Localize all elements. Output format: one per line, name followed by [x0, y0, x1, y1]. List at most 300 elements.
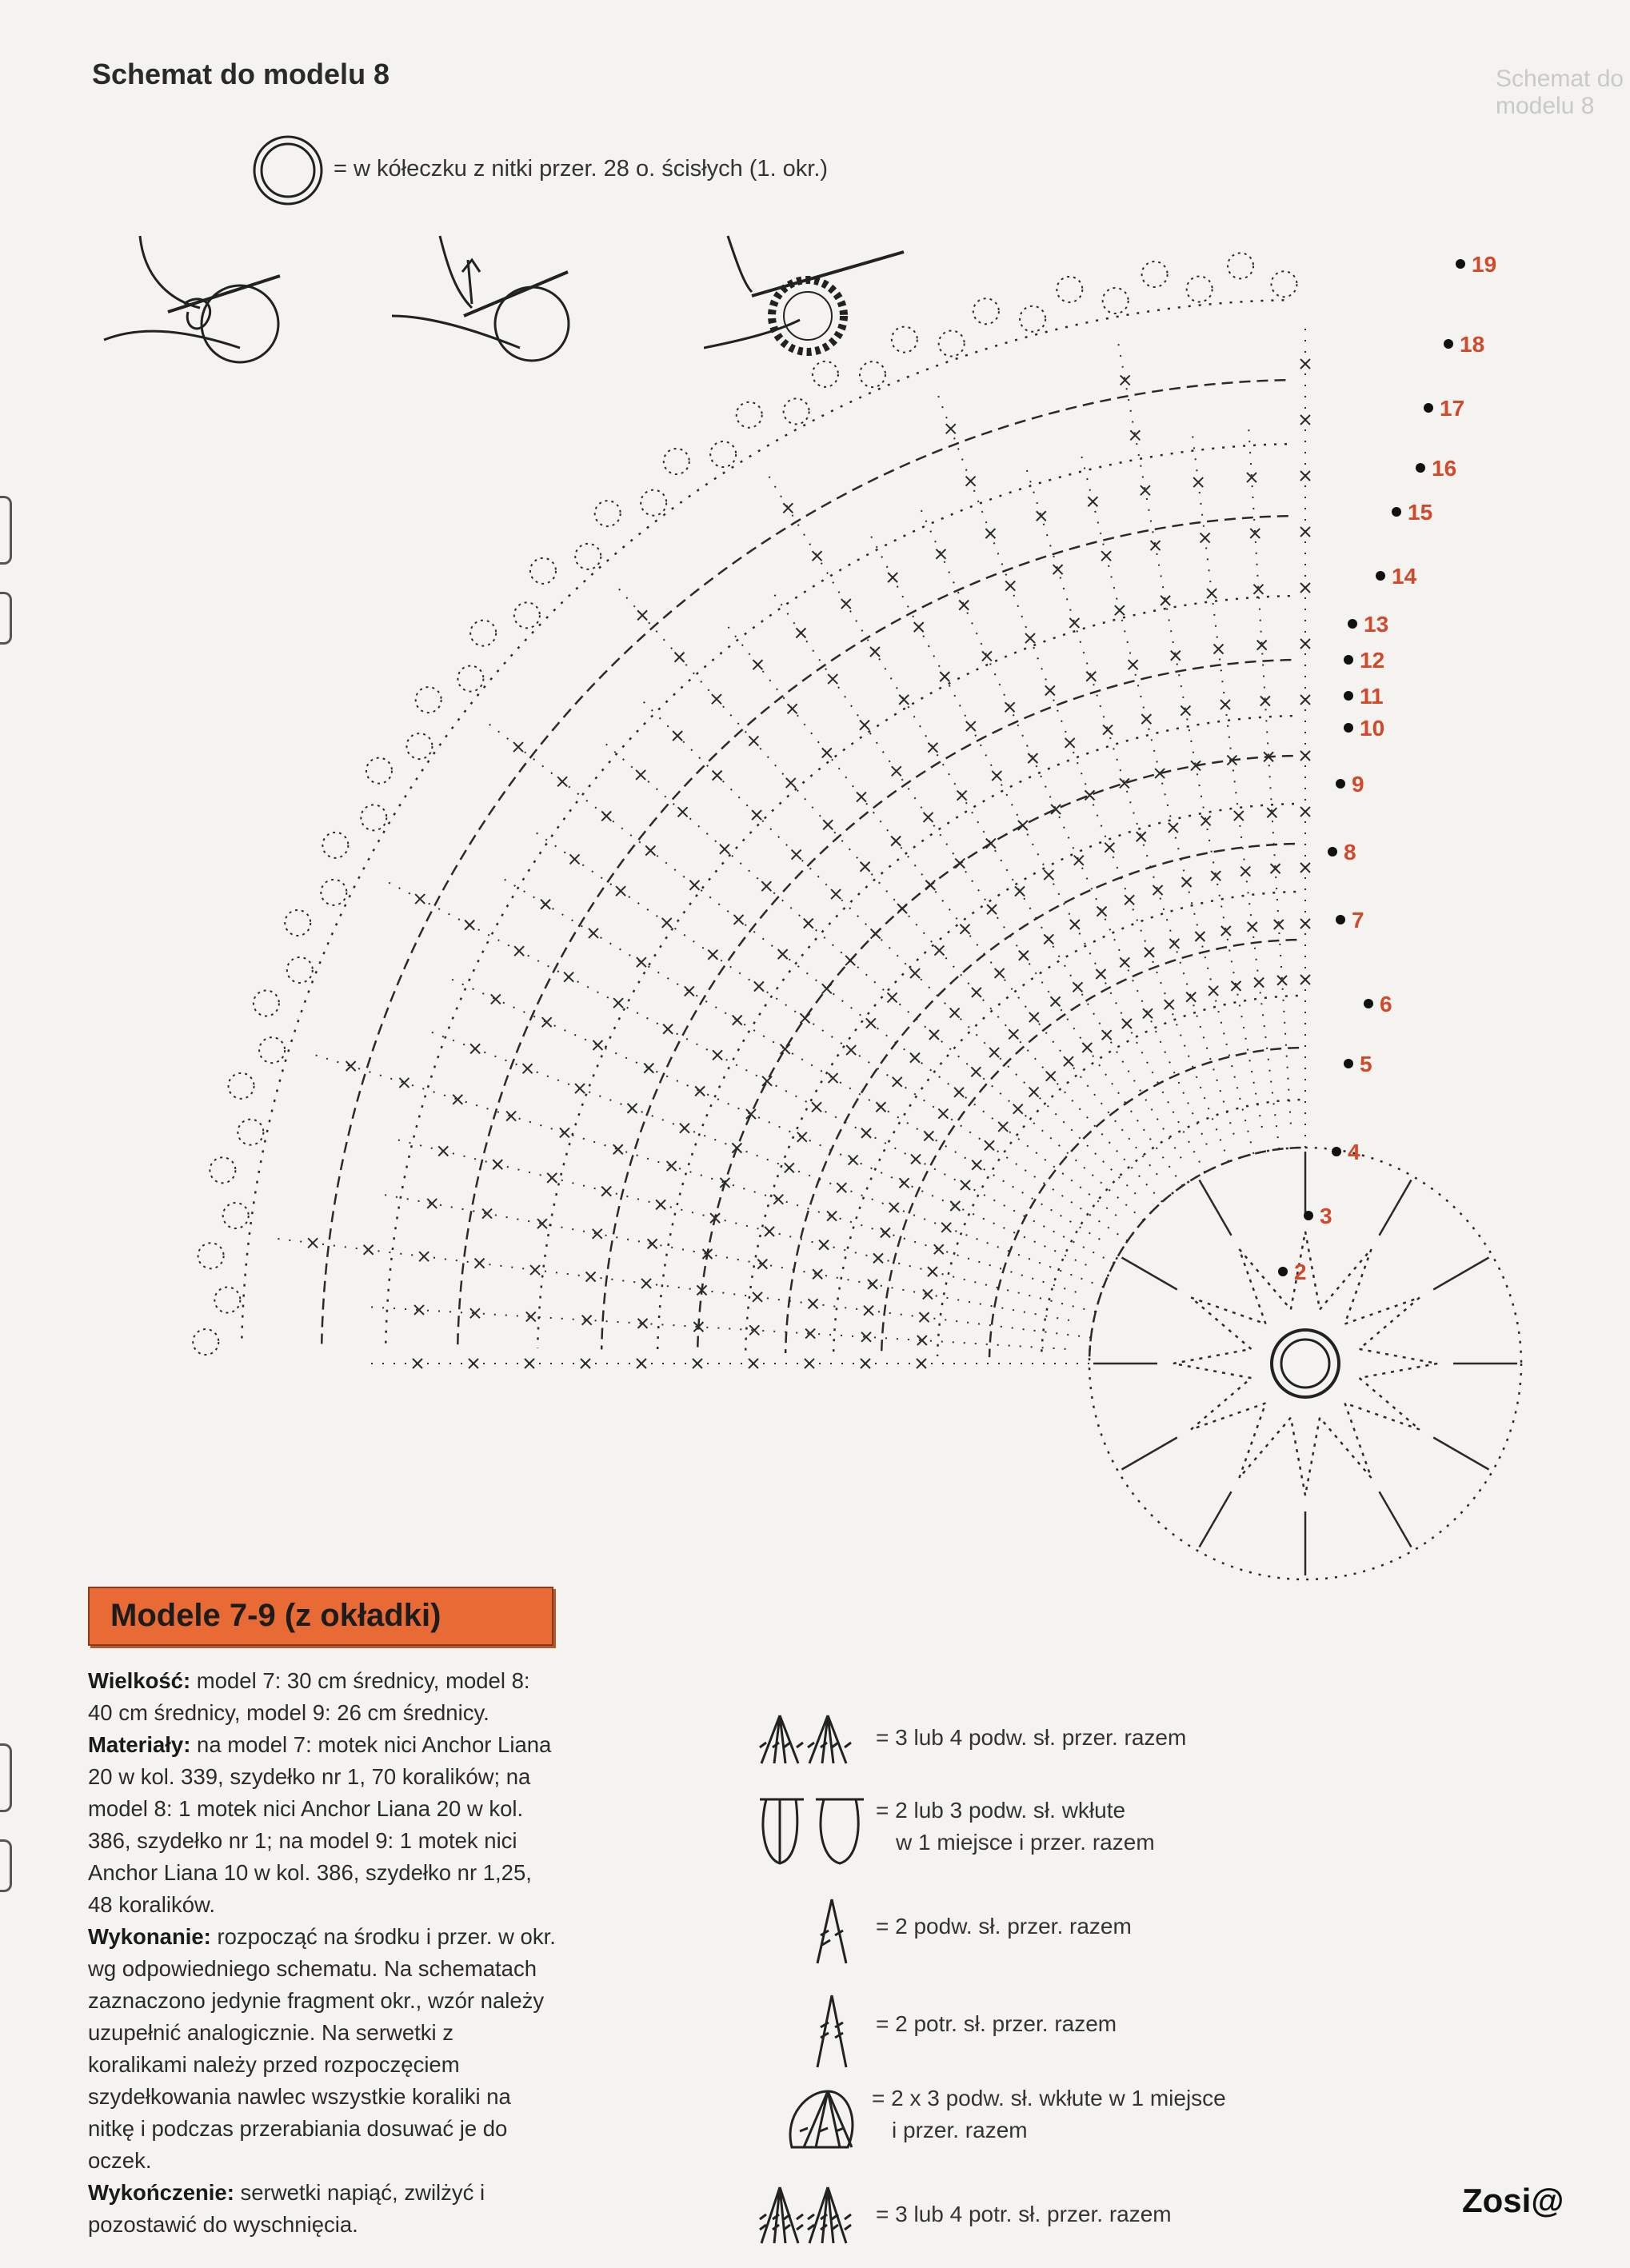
stitch-mark — [889, 1203, 899, 1212]
stitch-mark — [1153, 885, 1163, 895]
dc2tog-icon — [752, 1895, 872, 1967]
stitch-mark — [475, 1259, 485, 1268]
stitch-mark — [667, 1161, 677, 1171]
stitch-mark — [985, 529, 995, 538]
row-start-dot — [1392, 507, 1401, 517]
picot-loop — [416, 687, 441, 713]
stitch-mark — [813, 551, 822, 561]
row-start-dot — [1344, 723, 1353, 733]
stitch-mark — [1115, 605, 1125, 615]
picot-loop — [595, 501, 621, 526]
picot-loop — [784, 398, 809, 424]
row-number: 9 — [1352, 772, 1364, 797]
row-start-dot — [1364, 999, 1373, 1008]
stitch-mark — [1141, 714, 1151, 724]
stitch-mark — [720, 845, 729, 854]
picot-loop — [254, 991, 279, 1016]
stitch-mark — [1129, 660, 1138, 669]
row-start-dot — [1336, 779, 1345, 789]
legend-label: w 1 miejsce i przer. razem — [896, 1830, 1155, 1855]
stitch-mark — [648, 1239, 657, 1248]
stitch-mark — [656, 1200, 665, 1209]
picot-loop — [361, 805, 386, 830]
stitch-mark — [925, 880, 935, 890]
stitch-mark — [419, 1252, 429, 1261]
row-number: 19 — [1472, 252, 1497, 277]
stitch-mark — [438, 1146, 448, 1156]
cluster-3-4-tr-icon — [752, 2183, 872, 2247]
stitch-mark — [1169, 823, 1178, 833]
stitch-mark — [1151, 541, 1161, 550]
stitch-mark — [1051, 805, 1061, 814]
picot-loop — [860, 361, 885, 387]
star-petal — [1240, 1403, 1291, 1477]
centre-spoke — [1200, 1491, 1232, 1547]
stitch-mark — [1300, 807, 1310, 817]
stitch-mark — [663, 1024, 673, 1034]
stitch-mark — [1051, 996, 1061, 1006]
stitch-mark — [892, 766, 901, 776]
stitch-mark — [749, 1325, 759, 1335]
round-arc — [601, 660, 1291, 1349]
picot-loop — [892, 327, 917, 353]
stitch-mark — [917, 1336, 927, 1345]
stitch-mark — [1257, 641, 1267, 650]
stitch-mark — [427, 1199, 437, 1208]
stitch-mark — [1186, 992, 1196, 1002]
stitch-mark — [823, 820, 833, 829]
legend-label: = 3 lub 4 potr. sł. przer. razem — [876, 2202, 1172, 2226]
stitch-mark — [781, 1044, 790, 1054]
stitch-mark — [1221, 926, 1231, 936]
stitch-mark — [689, 880, 699, 890]
stitch-mark — [1300, 527, 1310, 537]
picot-loop — [223, 1203, 249, 1228]
stitch-mark — [940, 672, 949, 681]
stitch-mark — [936, 549, 945, 559]
stitch-mark — [986, 839, 996, 849]
star-petal — [1291, 1418, 1320, 1495]
stitch-mark — [586, 1272, 596, 1282]
stitch-mark — [1300, 583, 1310, 593]
stitch-mark — [1253, 585, 1263, 594]
stitch-mark — [923, 1289, 933, 1299]
stitch-mark — [491, 994, 501, 1004]
stitch-mark — [1171, 651, 1181, 661]
stitch-mark — [822, 748, 832, 757]
picot-loop — [664, 449, 689, 474]
stitch-mark — [972, 988, 981, 997]
picot-loop — [287, 957, 313, 983]
stitch-mark — [1193, 477, 1203, 487]
stitch-mark — [938, 1109, 948, 1119]
row-start-dot — [1336, 915, 1345, 924]
stitch-mark — [1009, 1029, 1018, 1039]
stitch-mark — [1300, 415, 1310, 425]
stitch-mark — [1044, 870, 1053, 880]
star-petal — [1320, 1249, 1371, 1324]
legend-label: = 2 potr. sł. przer. razem — [876, 2011, 1117, 2036]
row-number: 17 — [1440, 396, 1465, 421]
stitch-mark — [712, 694, 721, 704]
row-number: 13 — [1364, 612, 1389, 637]
stitch-mark — [861, 1359, 870, 1368]
stitch-mark — [1209, 986, 1218, 996]
picot-loop — [210, 1157, 235, 1183]
stitch-mark — [1120, 957, 1129, 967]
picot-loop — [1228, 253, 1253, 278]
stitch-mark — [514, 946, 524, 956]
round-arc — [322, 380, 1285, 1344]
popcorn-cluster-icon — [752, 1795, 872, 1867]
stitch-mark — [526, 1312, 536, 1321]
stitch-mark — [1300, 975, 1310, 984]
stitch-mark — [523, 1064, 533, 1073]
stitch-column — [767, 473, 1181, 1158]
stitch-mark — [954, 1088, 964, 1097]
stitch-mark — [1088, 497, 1097, 506]
stitch-mark — [399, 1078, 409, 1088]
stitch-mark — [645, 846, 655, 856]
stitch-mark — [957, 791, 967, 801]
row-number: 11 — [1360, 684, 1384, 709]
stitch-mark — [1300, 863, 1310, 872]
stitch-mark — [897, 904, 907, 913]
legend-label: = 2 podw. sł. przer. razem — [876, 1914, 1132, 1939]
stitch-mark — [1300, 695, 1310, 705]
stitch-mark — [753, 660, 762, 669]
stitch-mark — [873, 1253, 883, 1263]
stitch-mark — [1271, 864, 1280, 873]
stitch-mark — [971, 1067, 981, 1076]
stitch-mark — [910, 968, 920, 978]
stitch-column — [389, 1138, 1096, 1312]
stitch-mark — [992, 771, 1001, 781]
finishing-label: Wykończenie: — [88, 2180, 234, 2205]
centre-spoke — [1433, 1438, 1488, 1470]
stitch-column — [497, 876, 1100, 1240]
stitch-mark — [845, 956, 855, 965]
stitch-mark — [493, 1160, 502, 1169]
section-banner — [88, 1587, 553, 1646]
stitch-mark — [871, 929, 881, 939]
stitch-mark — [888, 992, 897, 1002]
stitch-mark — [797, 1132, 807, 1142]
signature: Zosi@ — [1462, 2182, 1564, 2219]
row-start-dot — [1304, 1211, 1313, 1220]
centre-spoke — [1122, 1438, 1177, 1470]
stitch-mark — [1045, 685, 1055, 695]
page-title: Schemat do modelu 8 — [92, 58, 390, 90]
stitch-mark — [914, 622, 924, 632]
stitch-mark — [582, 1316, 592, 1325]
stitch-column — [385, 880, 1114, 1264]
stitch-mark — [788, 704, 797, 713]
stitch-mark — [1064, 1056, 1073, 1066]
row-number: 6 — [1380, 992, 1392, 1016]
execution-label: Wykonanie: — [88, 1924, 211, 1949]
stitch-mark — [966, 721, 976, 731]
stitch-mark — [413, 1359, 422, 1368]
row-number: 3 — [1320, 1204, 1332, 1228]
stitch-mark — [1070, 920, 1080, 929]
stitch-column — [487, 722, 1117, 1216]
stitch-mark — [941, 1223, 951, 1232]
stitch-column — [1080, 447, 1254, 1154]
stitch-mark — [1201, 816, 1211, 825]
stitch-mark — [910, 1053, 920, 1063]
stitch-mark — [542, 1017, 552, 1027]
stitch-mark — [685, 986, 694, 996]
picot-loop — [259, 1037, 285, 1063]
picot-loop — [1142, 262, 1168, 287]
stitch-mark — [1101, 551, 1111, 561]
stitch-mark — [734, 915, 744, 924]
stitch-mark — [919, 1312, 929, 1322]
row-number: 5 — [1360, 1052, 1372, 1076]
stitch-mark — [1300, 751, 1310, 761]
stitch-mark — [827, 1212, 837, 1221]
stitch-mark — [966, 477, 976, 486]
stitch-mark — [1044, 934, 1053, 944]
stitch-mark — [864, 1306, 873, 1316]
stitch-mark — [801, 1013, 810, 1023]
stitch-mark — [1096, 969, 1105, 979]
stitch-mark — [693, 1359, 702, 1368]
crochet-chart — [0, 144, 1630, 1663]
legend-label: = 2 lub 3 podw. sł. wkłute — [876, 1798, 1126, 1823]
stitch-mark — [813, 1269, 822, 1279]
picot-loop — [285, 910, 310, 936]
stitch-mark — [1121, 375, 1130, 385]
stitch-mark — [637, 957, 646, 967]
legend-label: = 2 x 3 podw. sł. wkłute w 1 miejsce — [872, 2086, 1226, 2110]
star-petal — [1320, 1403, 1371, 1477]
stitch-mark — [560, 1128, 569, 1137]
stitch-mark — [1145, 948, 1154, 957]
stitch-mark — [537, 1219, 547, 1228]
stitch-mark — [1201, 533, 1210, 543]
stitch-mark — [1005, 702, 1015, 712]
stitch-column — [616, 585, 1162, 1202]
double-cluster-icon — [752, 2083, 872, 2155]
stitch-mark — [861, 1332, 871, 1342]
stitch-mark — [786, 778, 796, 788]
stitch-mark — [732, 1144, 741, 1153]
stitch-mark — [893, 1077, 902, 1087]
stitch-mark — [1065, 738, 1075, 748]
row-number: 10 — [1360, 716, 1385, 741]
round-arc — [1089, 1148, 1301, 1360]
stitch-mark — [713, 771, 722, 781]
stitch-mark — [1250, 529, 1260, 538]
stitch-mark — [891, 837, 901, 846]
stitch-mark — [644, 1064, 653, 1073]
stitch-mark — [955, 859, 965, 868]
picot-loop — [1057, 277, 1082, 302]
stitch-mark — [960, 924, 969, 934]
stitch-mark — [564, 972, 573, 982]
stitch-mark — [733, 1016, 742, 1025]
row-start-dot — [1278, 1267, 1288, 1276]
stitch-mark — [881, 1228, 890, 1237]
stitch-mark — [638, 1319, 648, 1328]
stitch-mark — [911, 1154, 921, 1164]
stitch-mark — [1018, 821, 1028, 830]
picot-loop — [641, 490, 666, 516]
stitch-mark — [673, 731, 682, 741]
centre-spoke — [1122, 1258, 1177, 1290]
stitch-mark — [982, 651, 992, 661]
stitch-mark — [1037, 511, 1046, 521]
stitch-mark — [1097, 907, 1107, 916]
row-number: 16 — [1432, 456, 1457, 481]
row-number: 12 — [1360, 648, 1385, 673]
stitch-mark — [998, 1122, 1008, 1132]
stitch-mark — [1019, 951, 1029, 960]
stitch-mark — [888, 573, 897, 582]
stitch-column — [377, 1193, 1069, 1320]
row-number: 8 — [1344, 840, 1356, 864]
centre-spoke — [1380, 1180, 1412, 1236]
stitch-mark — [1254, 977, 1264, 987]
stitch-mark — [754, 982, 764, 992]
stitch-mark — [785, 1163, 794, 1172]
stitch-mark — [804, 919, 813, 928]
stitch-mark — [796, 628, 805, 637]
stitch-mark — [861, 862, 870, 872]
magic-ring-text: = w kółeczku z nitki przer. 28 o. ścisłych (1. okr.) — [334, 156, 829, 182]
row-start-dot — [1328, 847, 1337, 856]
stitch-mark — [899, 1178, 909, 1188]
stitch-mark — [1182, 877, 1192, 887]
picot-loop — [366, 758, 392, 784]
stitch-mark — [860, 721, 869, 730]
magic-ring-inner — [1281, 1340, 1329, 1388]
stitch-mark — [1015, 887, 1025, 896]
stitch-mark — [792, 850, 801, 860]
star-petal — [1344, 1298, 1419, 1349]
picot-loop — [939, 331, 965, 357]
centre-spoke — [1200, 1180, 1232, 1236]
size-text: model 7: 30 cm średnicy, model 8: 40 cm średnicy, model 9: 26 cm średnicy. — [88, 1668, 530, 1725]
stitch-mark — [812, 1102, 821, 1112]
stitch-mark — [1085, 790, 1095, 800]
stitch-mark — [627, 1104, 637, 1113]
stitch-mark — [899, 695, 909, 705]
stitch-mark — [934, 1244, 944, 1254]
row-start-dot — [1332, 1147, 1341, 1156]
stitch-mark — [541, 900, 550, 909]
stitch-mark — [1074, 856, 1084, 865]
tr2tog-icon — [752, 1991, 872, 2071]
row-start-dot — [1344, 655, 1353, 665]
stitch-mark — [1195, 932, 1205, 941]
stitch-mark — [809, 1299, 818, 1308]
stitch-mark — [924, 1131, 933, 1140]
execution-text: rozpocząć na środku i przer. w okr. wg odpowiedniego schematu. Na schematach zaznaczono jedynie fragment okr., wzór należy uzupełnić analogicznie. Na serwetki z koralikami należy przed rozpoczęciem szydełkowania nawlec wszystkie koraliki na nitkę i podczas przerabiania dosuwać je do oczek. — [88, 1924, 556, 2173]
stitch-mark — [308, 1238, 318, 1248]
stitch-mark — [861, 1128, 871, 1138]
stitch-mark — [1086, 672, 1096, 681]
stitch-mark — [829, 1073, 838, 1083]
stitch-mark — [1105, 843, 1114, 852]
legend-label: i przer. razem — [892, 2118, 1028, 2142]
stitch-mark — [675, 653, 685, 662]
stitch-mark — [1181, 706, 1190, 716]
stitch-mark — [470, 1308, 480, 1318]
stitch-mark — [1069, 618, 1079, 628]
stitch-mark — [1141, 485, 1150, 495]
stitch-mark — [695, 1086, 705, 1096]
stitch-mark — [1053, 565, 1063, 574]
stitch-column — [937, 391, 1228, 1161]
stitch-mark — [613, 1144, 623, 1154]
stitch-mark — [1073, 982, 1082, 992]
stitch-column — [1118, 341, 1262, 1128]
stitch-mark — [995, 968, 1005, 978]
materials-text: na model 7: motek nici Anchor Liana 20 w kol. 339, szydełko nr 1, 70 koralików; na model 8: 1 motek nici Anchor Liana 20 w kol. 386, szydełko nr 1; na model 9: 1 motek nici Anchor Liana 10 w kol. 386, szydełko nr 1,25, 48 koralików. — [88, 1732, 552, 1917]
symbol-legend — [752, 1711, 1392, 2255]
picot-loop — [406, 733, 432, 759]
stitch-mark — [989, 1048, 999, 1057]
binding-mark — [0, 1743, 12, 1812]
stitch-mark — [868, 1280, 877, 1289]
stitch-mark — [831, 889, 841, 899]
stitch-mark — [575, 1084, 585, 1093]
stitch-mark — [1013, 1104, 1023, 1114]
stitch-mark — [761, 881, 771, 891]
stitch-mark — [929, 1030, 939, 1040]
stitch-mark — [601, 811, 611, 821]
stitch-mark — [601, 1187, 611, 1196]
stitch-mark — [870, 647, 880, 657]
stitch-mark — [950, 1008, 960, 1018]
binding-mark — [0, 1839, 12, 1892]
picot-loop — [193, 1329, 218, 1355]
stitch-mark — [959, 601, 969, 610]
centre-spoke — [1380, 1491, 1412, 1547]
stitch-mark — [849, 1156, 858, 1165]
stitch-mark — [1025, 633, 1035, 643]
stitch-mark — [1234, 811, 1244, 821]
stitch-mark — [414, 1305, 424, 1315]
stitch-mark — [1169, 939, 1179, 948]
row-start-dot — [1376, 571, 1385, 581]
stitch-mark — [828, 674, 837, 684]
picot-loop — [214, 1288, 240, 1313]
stitch-mark — [415, 894, 425, 904]
picot-loop — [1271, 271, 1296, 297]
stitch-mark — [749, 737, 758, 746]
stitch-mark — [708, 950, 717, 960]
stitch-mark — [482, 1209, 492, 1219]
stitch-mark — [1046, 1072, 1056, 1081]
star-petal — [1173, 1349, 1251, 1378]
stitch-mark — [765, 1227, 774, 1236]
stitch-mark — [917, 1359, 926, 1368]
picot-loop — [229, 1073, 254, 1099]
stitch-column — [273, 1238, 1090, 1337]
stitch-mark — [1028, 753, 1037, 763]
stitch-mark — [934, 946, 944, 956]
stitch-mark — [987, 904, 997, 914]
stitch-mark — [1082, 1043, 1092, 1052]
stitch-mark — [1248, 922, 1257, 932]
picot-loop — [530, 558, 556, 584]
picot-loop — [575, 544, 601, 569]
legend-label: = 3 lub 4 podw. sł. przer. razem — [876, 1725, 1187, 1750]
